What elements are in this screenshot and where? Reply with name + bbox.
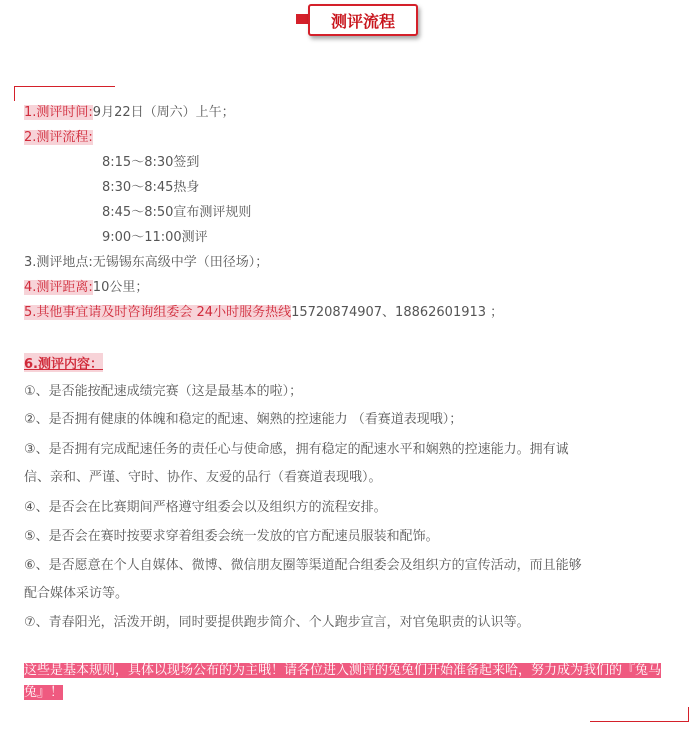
flow-label: 2.测评流程: (24, 130, 93, 145)
flow-line (24, 129, 93, 147)
notice-banner (24, 660, 684, 704)
criteria-item: ③、是否拥有完成配速任务的责任心与使命感，拥有稳定的配速水平和娴熟的控速能力。拥有诚 (24, 442, 569, 457)
distance-value: 10公里； (92, 280, 149, 295)
criteria-item: ⑦、青春阳光，活泼开朗，同时要提供跑步简介、个人跑步宣言，对官兔职责的认识等。 (24, 615, 530, 630)
criteria-item: ②、是否拥有健康的体魄和稳定的配速、娴熟的控速能力 （看赛道表现哦）； (24, 412, 463, 427)
criteria-item: ⑤、是否会在赛时按要求穿着组委会统一发放的官方配速员服装和配饰。 (24, 529, 439, 544)
schedule-item: 8:30～8:45热身 (102, 180, 200, 195)
criteria-item: ①、是否能按配速成绩完赛（这是最基本的啦）； (24, 384, 303, 399)
schedule-item: 9:00～11:00测评 (102, 230, 208, 245)
distance-label: 4.测评距离: (24, 280, 93, 295)
criteria-item: 信、亲和、严谨、守时、协作、友爱的品行（看赛道表现哦）。 (24, 470, 382, 485)
criteria-item: ⑥、是否愿意在个人自媒体、微博、微信朋友圈等渠道配合组委会及组织方的宣传活动，而且能够 (24, 558, 582, 573)
contact-label: 5.其他事宜请及时咨询组委会 24小时服务热线 (24, 305, 292, 320)
criteria-item: ④、是否会在比赛期间严格遵守组委会以及组织方的流程安排。 (24, 500, 387, 515)
contact-line (24, 304, 503, 322)
notice-banner-text: 这些是基本规则，具体以现场公布的为主哦！请各位进入测评的兔兔们开始准备起来哈，努力成为我们的『兔马兔』！ (24, 663, 662, 700)
time-label: 1.测评时间: (24, 105, 93, 120)
time-line (24, 104, 235, 122)
time-value: 9月22日（周六）上午； (92, 105, 235, 120)
content-section-title: 6.测评内容： (24, 353, 103, 372)
corner-decoration-top-left (14, 86, 115, 101)
place-line: 3.测评地点:无锡锡东高级中学（田径场）； (24, 255, 269, 270)
schedule-item: 8:15～8:30签到 (102, 155, 200, 170)
distance-line (24, 279, 148, 297)
criteria-item: 配合媒体采访等。 (24, 586, 129, 601)
schedule-item: 8:45～8:50宣布测评规则 (102, 205, 252, 220)
page-title: 测评流程 (308, 4, 418, 36)
contact-value: 15720874907、18862601913 ； (291, 305, 504, 320)
corner-decoration-bottom-right (590, 707, 689, 722)
